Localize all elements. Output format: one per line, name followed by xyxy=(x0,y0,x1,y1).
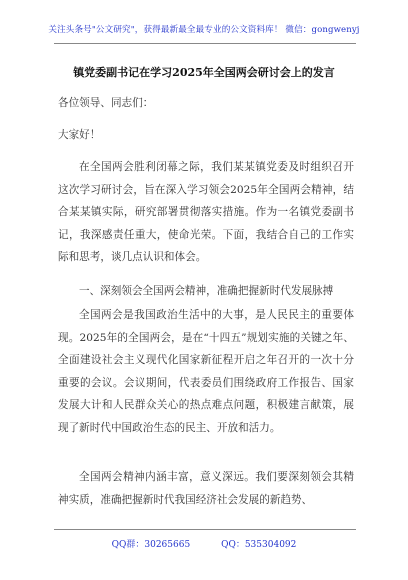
footer-contact xyxy=(0,537,408,550)
footer-qq-group: QQ群：30265665 xyxy=(111,540,191,550)
paragraph-intro: 在全国两会胜利闭幕之际，我们某某镇党委及时组织召开这次学习研讨会，旨在深入学习领会2025年全国两会精神，结合某某镇实际，研究部署贯彻落实措施。作为一名镇党委副书记，我深感责任重大，使命光荣。下面，我结合自己的工作实际和思考，谈几点认识和体会。 xyxy=(58,161,354,263)
footer-divider xyxy=(54,529,356,530)
greeting: 大家好！ xyxy=(58,129,101,141)
header-promo-note: 关注头条号"公文研究"，获得最新最全最专业的公文资料库！ 微信：gongwenyj xyxy=(48,25,360,35)
section-heading-1: 一、深刻领会全国两会精神，准确把握新时代发展脉搏 xyxy=(79,285,334,297)
footer-qq: QQ：535304092 xyxy=(221,540,297,550)
paragraph-two-sessions: 全国两会是我国政治生活中的大事，是人民民主的重要体现。2025年的全国两会，是在“十四五”规划实施的关键之年、全面建设社会主义现代化国家新征程开启之年召开的一次十分重要的会议。会议期间，代表委员们围绕政府工作报告、国家发展大计和人民群众关心的热点难点问题，积极建言献策，展现了新时代中国政治生态的民主、开放和活力。 xyxy=(58,309,354,434)
document-title: 镇党委副书记在学习2025年全国两会研讨会上的发言 xyxy=(73,66,335,79)
header-divider xyxy=(54,43,356,44)
salutation: 各位领导、同志们： xyxy=(58,97,154,109)
paragraph-spirit: 全国两会精神内涵丰富，意义深远。我们要深刻领会其精神实质，准确把握新时代我国经济社会发展的新趋势、 xyxy=(58,471,354,506)
